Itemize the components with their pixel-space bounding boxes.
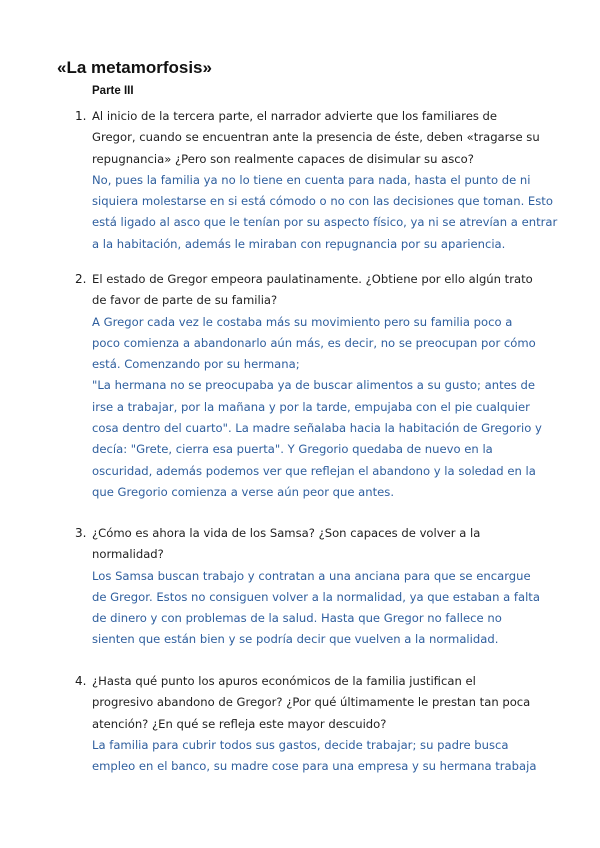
question-line: Al inicio de la tercera parte, el narrador advierte que los familiares de [92, 109, 498, 123]
question-line: ¿Hasta qué punto los apuros económicos de la familia justifican el [92, 674, 476, 688]
answer-line: está. Comenzando por su hermana; [92, 357, 300, 372]
answer-line: que Gregorio comienza a verse aún peor que antes. [92, 484, 395, 499]
answer-line: No, pues la familia ya no lo tiene en cuenta para nada, hasta el punto de ni [92, 172, 531, 187]
document-title: «La metamorfosis» [57, 58, 212, 77]
question-line: normalidad? [92, 547, 164, 562]
item-number: 3. [75, 526, 87, 540]
question-line: repugnancia» ¿Pero son realmente capaces de disimular su asco? [92, 151, 474, 166]
answer-line: poco comienza a abandonarlo aún más, es decir, no se preocupan por cómo [92, 335, 536, 350]
question-line: Gregor, cuando se encuentran ante la presencia de éste, deben «tragarse su [92, 130, 540, 145]
answer-line: Los Samsa buscan trabajo y contratan a una anciana para que se encargue [92, 568, 531, 583]
item-number: 1. [75, 109, 87, 123]
answer-line: de dinero y con problemas de la salud. Hasta que Gregor no fallece no [92, 611, 502, 626]
answer-line: sienten que están bien y se podría decir que vuelven a la normalidad. [92, 632, 499, 647]
question-line: progresivo abandono de Gregor? ¿Por qué últimamente le prestan tan poca [92, 695, 531, 710]
answer-line: "La hermana no se preocupaba ya de buscar alimentos a su gusto; antes de [92, 378, 535, 393]
item-content [92, 671, 552, 777]
answer-line: de Gregor. Estos no consiguen volver a la normalidad, ya que estaban a falta [92, 589, 540, 604]
answer-line: La familia para cubrir todos sus gastos, decide trabajar; su padre busca [92, 737, 509, 752]
answer-line: siquiera molestarse en si está cómodo o no con las decisiones que toman. Esto [92, 194, 553, 209]
answer-line: irse a trabajar, por la mañana y por la tarde, empujaba con el pie cualquier [92, 399, 530, 414]
part-heading: Parte III [92, 85, 134, 97]
answer-line: a la habitación, además le miraban con repugnancia por su apariencia. [92, 236, 506, 251]
answer-line: oscuridad, además podemos ver que reflejan el abandono y la soledad en la [92, 463, 536, 478]
question-line: El estado de Gregor empeora paulatinamente. ¿Obtiene por ello algún trato [92, 272, 533, 286]
item-content [92, 523, 552, 651]
item-number: 2. [75, 272, 87, 286]
item-number: 4. [75, 674, 87, 688]
answer-line: empleo en el banco, su madre cose para una empresa y su hermana trabaja [92, 759, 537, 774]
answer-line: está ligado al asco que le tenían por su aspecto físico, ya ni se atrevían a entrar [92, 215, 558, 230]
question-line: ¿Cómo es ahora la vida de los Samsa? ¿Son capaces de volver a la [92, 526, 481, 540]
item-content [92, 106, 558, 255]
answer-line: A Gregor cada vez le costaba más su movimiento pero su familia poco a [92, 314, 513, 329]
item-content [92, 269, 552, 503]
answer-line: decía: "Grete, cierra esa puerta". Y Gregorio quedaba de nuevo en la [92, 442, 493, 457]
question-line: de favor de parte de su familia? [92, 293, 278, 308]
question-line: atención? ¿En qué se refleja este mayor descuido? [92, 716, 387, 731]
answer-line: cosa dentro del cuarto". La madre señalaba hacia la habitación de Gregorio y [92, 421, 542, 436]
